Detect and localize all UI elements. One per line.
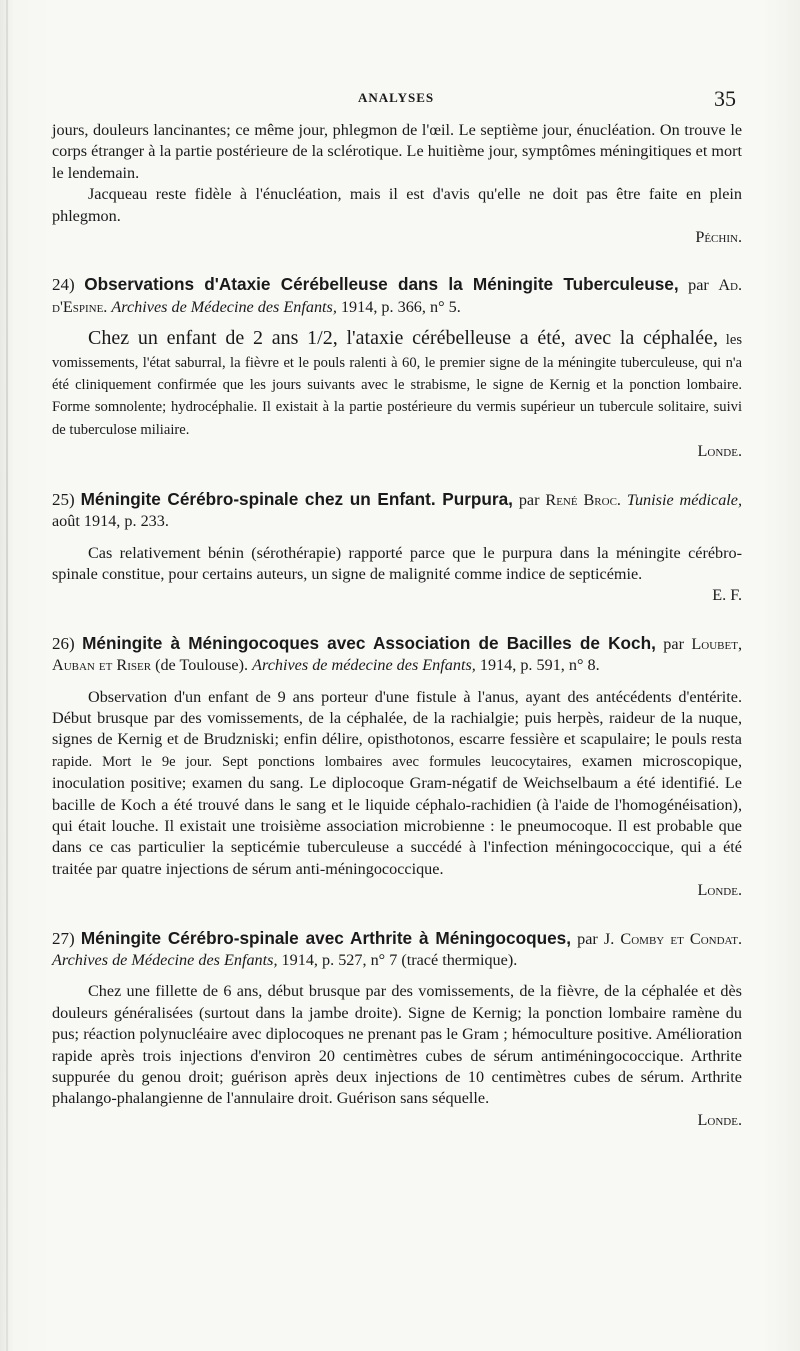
article-authors: Ad. d'Espine. [52, 276, 743, 316]
article-place: (de Toulouse). [155, 656, 249, 675]
article-par: par [688, 276, 709, 295]
article-heading [52, 489, 742, 533]
article-heading [52, 928, 742, 972]
signature: Londe. [697, 442, 742, 461]
binding-shadow [6, 0, 8, 1351]
article-reference: 1914, p. 366, n° 5. [340, 297, 461, 316]
article-title: Méningite Cérébro-spinale chez un Enfant. Purpura, [80, 488, 513, 509]
intro-paragraph: jours, douleurs lancinantes; ce même jour, phlegmon de l'œil. Le septième jour, énucléation. On trouve le corps étranger à la partie postérieure de la sclérotique. Le huitième jour, symptômes méningitiques et mort le lendemain. [52, 121, 742, 182]
intro-paragraph-2 [52, 184, 742, 227]
article-par: par [518, 490, 540, 509]
article-par: par [663, 634, 684, 653]
article-number: 27) [52, 928, 75, 948]
signature: Londe. [697, 881, 742, 900]
article-title: Observations d'Ataxie Cérébelleuse dans la Méningite Tuberculeuse, [84, 274, 679, 295]
page-content [52, 120, 742, 1131]
article-24 [52, 274, 742, 462]
article-authors: Comby et Condat. [620, 929, 743, 948]
signature: Londe. [697, 1110, 742, 1129]
article-journal: Archives de Médecine des Enfants, [111, 297, 337, 316]
article-par: par J. [577, 929, 615, 948]
article-reference: 1914, p. 591, n° 8. [479, 656, 600, 675]
article-body-main: Observation d'un enfant de 9 ans porteur d'une fistule à l'anus, ayant des antécédents d'entérite. Début brusque par des vomissements, de la céphalée, de la rachialgie; puis herpès, raideur de la nuque, signes de Kernig et de Brudzniski; enfin délire, opisthotonos, escarre fessière et scapulaire; le pouls resta [52, 687, 742, 749]
article-number: 26) [52, 633, 75, 653]
article-journal: Archives de médecine des Enfants, [252, 656, 476, 675]
article-27 [52, 928, 742, 1132]
article-body [52, 328, 742, 441]
article-title: Méningite à Méningocoques avec Association de Bacilles de Koch, [82, 632, 656, 653]
running-title: ANALYSES [358, 90, 435, 105]
article-25 [52, 489, 742, 607]
article-body: Cas relativement bénin (sérothérapie) rapporté parce que le purpura dans la méningite cérébro-spinale constitue, pour certains auteurs, un signe de malignité comme indice de septicémie. [52, 543, 742, 583]
article-body-end: examen microscopique, inoculation positive; examen du sang. Le diplocoque Gram-négatif de Weichselbaum a été identifié. Le bacille de Koch a été trouvé dans le sang et le liquide céphalo-rachidien (à l'aide de l'homogénéisation), qui était louche. Il existait une troisième association microbienne : le pneumocoque. Il est probable que dans ce cas particulier la septicémie tuberculeuse a succédé à l'infection méningococcique, qui a été traitée par quatre injections de sérum anti-méningococcique. [52, 751, 742, 878]
article-26 [52, 633, 742, 902]
signature: E. F. [712, 586, 742, 605]
intro-section [52, 120, 742, 248]
article-reference: 1914, p. 527, n° 7 (tracé thermique). [281, 951, 518, 969]
article-body-lead: Chez un enfant de 2 ans 1/2, l'ataxie cérébelleuse a été, avec la céphalée, [88, 327, 718, 350]
article-body: Chez une fillette de 6 ans, début brusque par des vomissements, de la fièvre, de la céphalée et dès douleurs généralisées (surtout dans la jambe droite). Signe de Kernig; la ponction lombaire ramène du pus; réaction polynucléaire avec diplocoques ne prenant pas le Gram ; hémoculture positive. Amélioration rapide après trois injections d'environ 20 centimètres cubes de sérum antiméningococcique. Arthrite suppurée du genou droit; guérison après deux injections de 10 centimètres cubes de sérum. Arthrite phalango-phalangienne de l'annulaire droit. Guérison sans séquelle. [52, 982, 742, 1108]
article-body-small: rapide. Mort le 9e jour. Sept ponctions lombaires avec formules leucocytaires, [52, 753, 572, 770]
intro-paragraph-2-text: Jacqueau reste fidèle à l'énucléation, mais il est d'avis qu'elle ne doit pas être faite en plein phlegmon. [52, 185, 742, 225]
page-header [0, 86, 800, 110]
article-authors: René Broc. [545, 490, 621, 509]
article-heading [52, 274, 742, 318]
page-number: 35 [714, 86, 736, 111]
article-title: Méningite Cérébro-spinale avec Arthrite à Méningocoques, [80, 927, 571, 948]
article-reference: août 1914, p. 233. [52, 512, 169, 531]
article-body-rest: les vomissements, l'état saburral, la fièvre et le pouls ralenti à 60, le premier signe de la méningite tuberculeuse, qui n'a été cliniquement confirmée que les jours suivants avec le strabisme, le signe de Kernig et la ponction lombaire. Forme somnolente; hydrocéphalie. Il existait à la partie postérieure du vermis supérieur un tubercule solitaire, suivi de tuberculose miliaire. [52, 332, 743, 438]
article-heading [52, 633, 742, 677]
article-number: 24) [52, 275, 75, 295]
signature: Péchin. [695, 228, 742, 247]
article-journal: Archives de Médecine des Enfants, [52, 951, 278, 969]
article-journal: Tunisie médicale, [626, 490, 743, 509]
article-body [52, 687, 742, 881]
article-number: 25) [52, 489, 75, 509]
article-authors: Loubet, Auban et Riser [52, 634, 743, 675]
